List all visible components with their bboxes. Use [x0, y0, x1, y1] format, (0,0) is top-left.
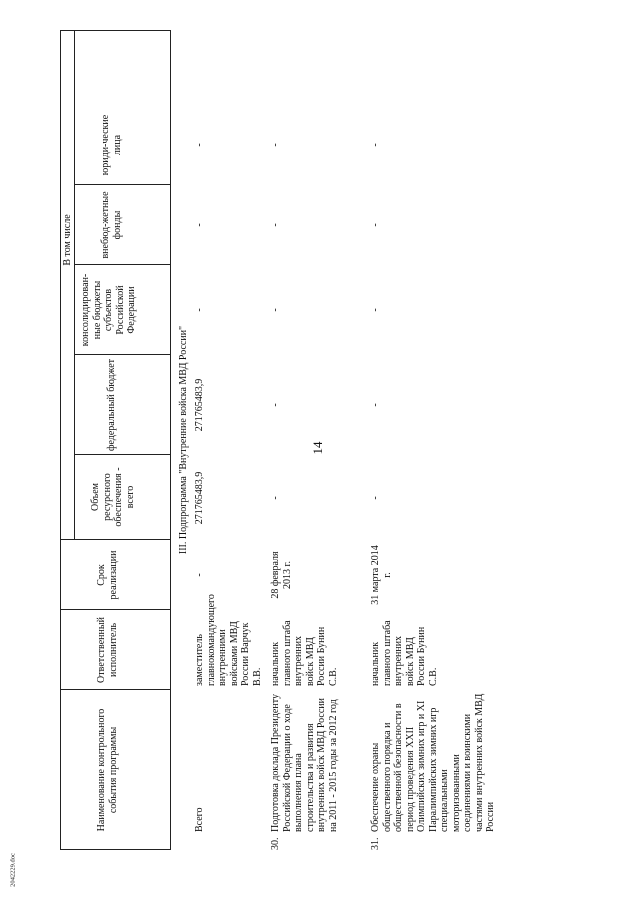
row-31-executor: начальник главного штаба внутренних войск МВД России Бунин С.В.: [370, 620, 439, 686]
col-divider: [60, 689, 170, 690]
row-31-event: Обеспечение охраны общественного порядка и общественной безопасности в период проведения XXII Олимпийских зимних игр и XI Паралимпийских зимних игр специальными моторизованными соединениями и воинскими частями внутренних войск МВД России: [370, 693, 496, 832]
row-total-volume: 271765483,9: [194, 471, 205, 525]
header-executor: Ответственный исполнитель: [96, 617, 119, 683]
row-total-deadline: -: [194, 573, 205, 577]
header-deadline: Срок реализации: [96, 550, 119, 600]
row-30-event: Подготовка доклада Президенту Российской Федерации о ходе выполнения плана строительства и развития внутренних войск МВД России на 2011 - 2015 годы за 2012 год: [270, 694, 339, 832]
col-divider: [74, 264, 170, 265]
header-event-name: Наименование контрольного события программы: [96, 708, 119, 832]
row-31-number: 31.: [370, 837, 381, 850]
row-30-volume: -: [270, 496, 281, 500]
section-title: III. Подпрограмма "Внутренние войска МВД России": [178, 325, 189, 555]
including-divider: [74, 30, 75, 540]
row-total-extrabudgetary: -: [194, 223, 205, 227]
row-30-regional: -: [270, 308, 281, 312]
row-total-executor: заместитель главнокомандующего внутренними войсками МВД России Варчук В.В.: [194, 594, 263, 686]
row-total-regional: -: [194, 308, 205, 312]
col-divider: [74, 354, 170, 355]
table-top-border: [60, 30, 61, 850]
row-31-volume: -: [370, 496, 381, 500]
row-31-regional: -: [370, 308, 381, 312]
header-extrabudgetary: внебюд-жетные фонды: [100, 191, 123, 259]
row-total-event: Всего: [194, 807, 205, 832]
row-30-number: 30.: [270, 837, 281, 850]
header-bottom-border: [170, 30, 171, 850]
row-31-extrabudgetary: -: [370, 223, 381, 227]
col-divider: [60, 539, 170, 540]
row-total-federal: 271765483,9: [194, 378, 205, 432]
page-number: 14: [310, 441, 325, 455]
row-total-legal: -: [194, 143, 205, 147]
col-divider: [60, 609, 170, 610]
col-divider: [74, 454, 170, 455]
table-right-border: [60, 30, 170, 31]
header-legal-entities: юриди-ческие лица: [100, 114, 123, 176]
header-regional-budgets: консолидирован-ные бюджеты субъектов Российской Федерации: [80, 273, 137, 347]
row-30-deadline: 28 февраля 2013 г.: [270, 551, 293, 599]
resource-table: [60, 30, 620, 850]
row-31-federal: -: [370, 403, 381, 407]
row-31-deadline: 31 марта 2014 г.: [370, 545, 393, 605]
row-30-federal: -: [270, 403, 281, 407]
header-total-volume: Объем ресурсного обеспечения - всего: [90, 467, 136, 527]
row-30-extrabudgetary: -: [270, 223, 281, 227]
row-30-legal: -: [270, 143, 281, 147]
header-federal-budget: федеральный бюджет: [106, 358, 117, 452]
header-including: В том числе: [62, 214, 73, 266]
col-divider: [74, 184, 170, 185]
row-31-legal: -: [370, 143, 381, 147]
document-code: 2042229.doc: [9, 853, 17, 887]
row-30-executor: начальник главного штаба внутренних войск МВД России Бунин С.В.: [270, 620, 339, 686]
table-left-border: [60, 849, 170, 850]
